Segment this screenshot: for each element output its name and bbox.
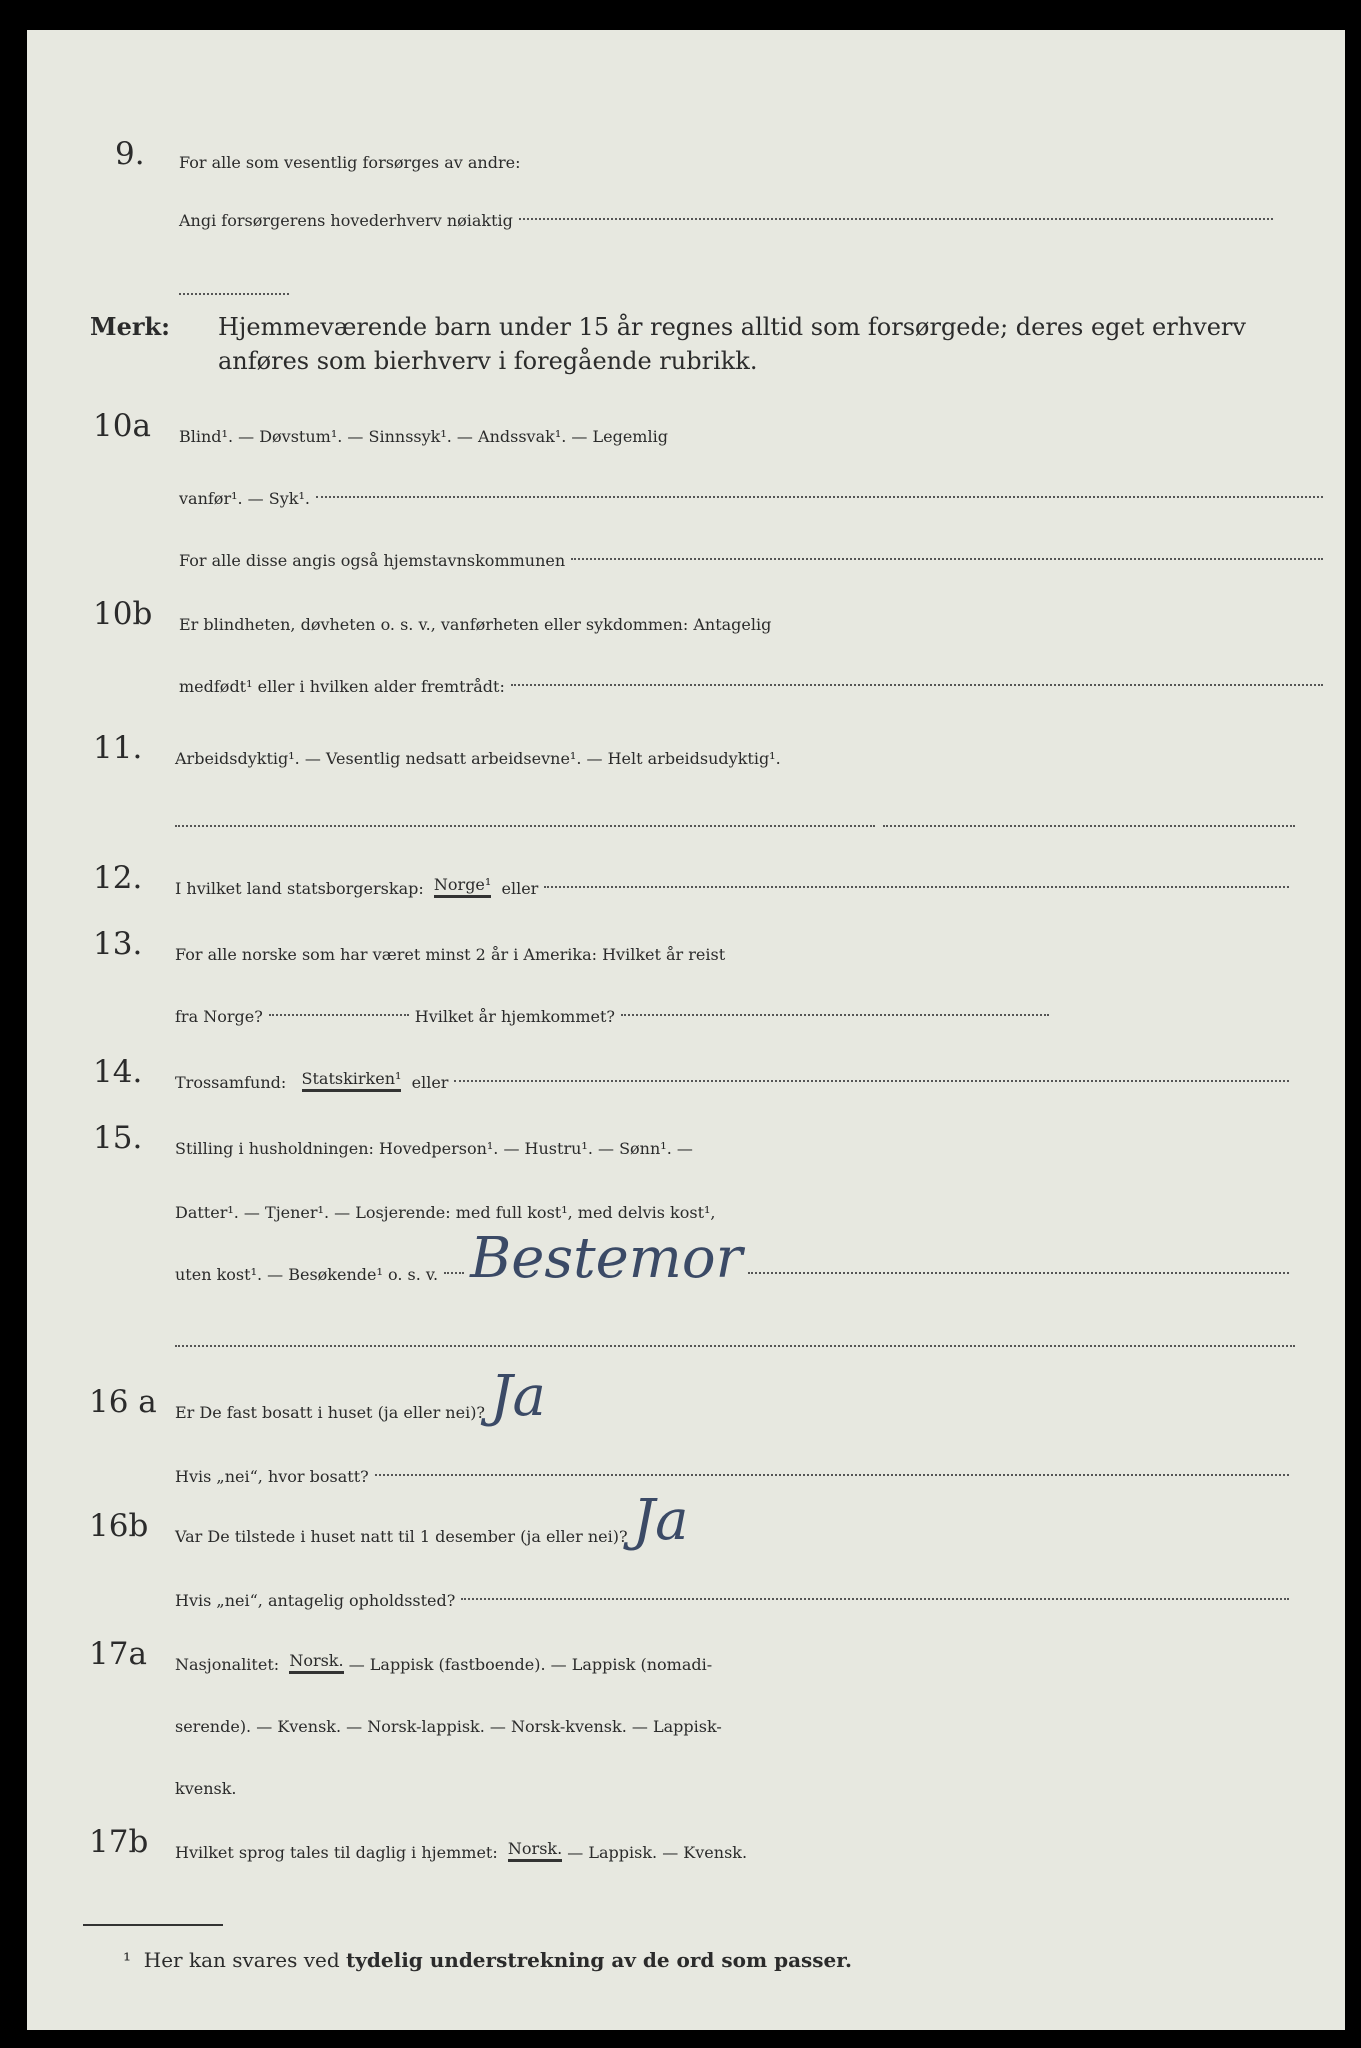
q15-line3 [175, 1226, 1295, 1291]
q16a-line2 [175, 1440, 1295, 1486]
q16b-line1-text: Var De tilstede i huset natt til 1 desember (ja eller nei)? [175, 1527, 628, 1546]
q15-handwritten-answer[interactable]: Bestemor [470, 1226, 743, 1291]
q15-number: 15. [93, 1120, 143, 1156]
q15-line1: Stilling i husholdningen: Hovedperson¹. — Hustru¹. — Sønn¹. — [175, 1139, 693, 1158]
q16a-line2-text: Hvis „nei“, hvor bosatt? [175, 1467, 369, 1486]
q16a-handwritten-answer[interactable]: Ja [490, 1364, 546, 1429]
merk-line1: Hjemmeværende barn under 15 år regnes alltid som forsørgede; deres eget erhverv [218, 313, 1246, 341]
q13-number: 13. [93, 926, 143, 962]
q15-line2: Datter¹. — Tjener¹. — Losjerende: med full kost¹, med delvis kost¹, [175, 1203, 716, 1222]
q9-extra-line[interactable] [179, 292, 289, 295]
footnote [123, 1948, 852, 1972]
q10a-number: 10a [93, 408, 151, 444]
q13-hjemkommet: Hvilket år hjemkommet? [414, 1007, 615, 1026]
q17a-number: 17a [89, 1636, 147, 1672]
q9-line2-text: Angi forsørgerens hovederhverv nøiaktig [179, 211, 513, 230]
q10b-line1: Er blindheten, døvheten o. s. v., vanførheten eller sykdommen: Antagelig [179, 615, 772, 634]
q10a-answer-line[interactable] [316, 495, 1323, 498]
q12-row [175, 852, 1295, 898]
q12-eller: eller [501, 879, 539, 898]
q12-option-norge[interactable]: Norge¹ [434, 875, 491, 898]
q11-line1: Arbeidsdyktig¹. — Vesentlig nedsatt arbeidsevne¹. — Helt arbeidsudyktig¹. [175, 749, 781, 768]
q14-row [175, 1046, 1295, 1092]
q17a-line2: serende). — Kvensk. — Norsk-lappisk. — Norsk-kvensk. — Lappisk- [175, 1717, 722, 1736]
q17a-line1-rest: — Lappisk (fastboende). — Lappisk (nomadi- [348, 1655, 713, 1674]
q10a-line1: Blind¹. — Døvstum¹. — Sinnssyk¹. — Andssvak¹. — Legemlig [179, 427, 668, 446]
q15-extra-line[interactable] [175, 1344, 1295, 1347]
merk-label: Merk: [90, 312, 170, 341]
q16a-number: 16 a [89, 1384, 157, 1420]
q11-number: 11. [93, 730, 143, 766]
q10a-municipality-line[interactable] [571, 557, 1323, 560]
q15-answer-line[interactable] [748, 1271, 1289, 1274]
census-form-page [27, 30, 1345, 2030]
q10b-number: 10b [93, 596, 153, 632]
q16b-answer-line[interactable] [461, 1597, 1289, 1600]
q10a-line2 [179, 462, 1329, 508]
q13-fra-norge: fra Norge? [175, 1007, 263, 1026]
q9-answer-line[interactable] [519, 217, 1273, 220]
q16b-line2-text: Hvis „nei“, antagelig opholdssted? [175, 1591, 456, 1610]
q17a-line3: kvensk. [175, 1779, 237, 1798]
q17a-option-norsk[interactable]: Norsk. [289, 1651, 343, 1674]
q13-year-return-line[interactable] [621, 1013, 1049, 1016]
q9-line2 [179, 184, 1279, 230]
q17a-text: Nasjonalitet: [175, 1655, 280, 1674]
q17b-option-norsk[interactable]: Norsk. [508, 1839, 562, 1862]
q17b-number: 17b [89, 1824, 149, 1860]
q15-answer-lead [444, 1271, 464, 1274]
q10a-line3-text: For alle disse angis også hjemstavnskommunen [179, 551, 566, 570]
q10b-answer-line[interactable] [511, 683, 1323, 686]
footnote-text: Her kan svares ved [143, 1948, 340, 1972]
q17a-line1 [175, 1628, 712, 1674]
q12-number: 12. [93, 860, 143, 896]
q17b-text: Hvilket sprog tales til daglig i hjemmet: [175, 1843, 498, 1862]
q9-number: 9. [115, 136, 145, 172]
q12-text: I hvilket land statsborgerskap: [175, 879, 424, 898]
q16b-handwritten-answer[interactable]: Ja [632, 1488, 689, 1553]
q13-year-left-line[interactable] [269, 1013, 409, 1016]
q14-number: 14. [93, 1054, 143, 1090]
q15-line3-text: uten kost¹. — Besøkende¹ o. s. v. [175, 1265, 439, 1284]
q14-text: Trossamfund: [175, 1073, 287, 1092]
q10b-line2-text: medfødt¹ eller i hvilken alder fremtrådt: [179, 677, 505, 696]
q9-line1: For alle som vesentlig forsørges av andre: [179, 153, 521, 172]
q14-eller: eller [411, 1073, 449, 1092]
q16b-line1 [175, 1488, 689, 1553]
q11-answer-line[interactable] [175, 824, 875, 827]
q13-line1: For alle norske som har været minst 2 år i Amerika: Hvilket år reist [175, 945, 726, 964]
footnote-mark: ¹ [123, 1948, 132, 1972]
q10a-line2-text: vanfør¹. — Syk¹. [179, 489, 310, 508]
q16a-answer-line[interactable] [375, 1473, 1289, 1476]
q11-answer-line-2[interactable] [883, 824, 1295, 827]
q14-option-statskirken[interactable]: Statskirken¹ [302, 1069, 402, 1092]
q17b-rest: — Lappisk. — Kvensk. [567, 1843, 748, 1862]
q16b-number: 16b [89, 1508, 149, 1544]
q16b-line2 [175, 1564, 1295, 1610]
q14-answer-line[interactable] [454, 1079, 1289, 1082]
q17b-row [175, 1816, 747, 1862]
q16a-line1 [175, 1364, 546, 1429]
footnote-rule [83, 1924, 223, 1926]
footnote-bold: tydelig understrekning av de ord som passer. [346, 1948, 852, 1972]
q13-line2 [175, 980, 1055, 1026]
q10b-line2 [179, 650, 1329, 696]
q16a-line1-text: Er De fast bosatt i huset (ja eller nei)? [175, 1403, 486, 1422]
merk-line2: anføres som bierhverv i foregående rubrikk. [218, 347, 758, 375]
q12-answer-line[interactable] [544, 885, 1289, 888]
q10a-line3 [179, 524, 1329, 570]
